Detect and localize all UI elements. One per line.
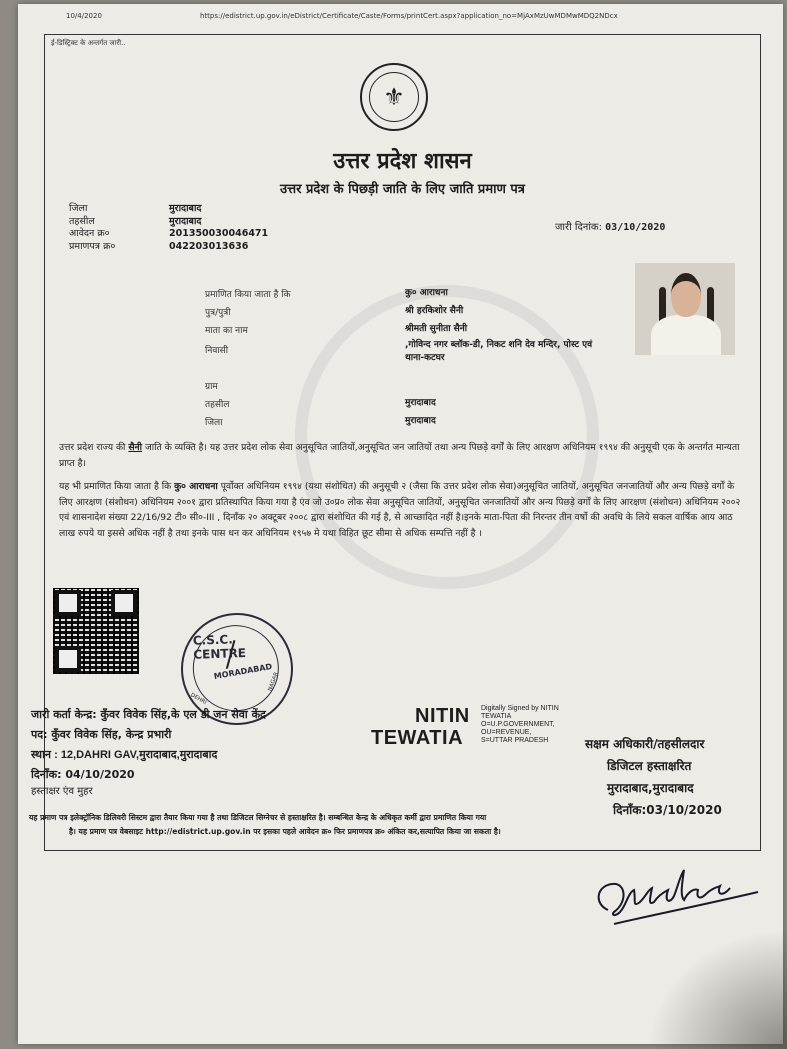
edistrict-label: ई-डिस्ट्रिक्ट के अन्तर्गत जारी..	[51, 39, 126, 47]
meta-row: प्रमाणपत्र क्र० 042203013636	[69, 240, 249, 252]
certificate-paragraph-2: यह भी प्रमाणित किया जाता है कि कु० आराधना पूर्वोक्त अधिनियम १९९४ (यथा संशोधित) की अनुसूची २ (जैसा कि उत्तर प्रदेश लोक सेवा)अनुसूचित जातियों, अनुसूचित जनजातियों और अन्य पिछड़े वर्गों के लिए आरक्षण (संशोधन) अधिनियम २००१ द्वारा प्रतिस्थापित किया गया है एंव जो उ०प्र० लोक सेवा अनुसूचित जातियों, अनुसूचित जनजातियों और अन्य पिछड़े वर्गों के लिए आरक्षण (संशोधन) अधिनियम २००२ एवं शासनादेश संख्या 22/16/92 टी० सी०-III , दिनाँक २० अक्टूबर २००८ द्वारा संशोधित की गई है, से आच्छादित नहीं है।इनके माता-पिता की निरन्तर तीन वर्षो की अवधि के लिये सकल वार्षिक आय आठ लाख रुपये या इससे अधिक नहीं है तथा इनके पास धन कर अधिनियम १९५७ मे यथा विहित छूट सीमा से अधिक सम्पत्ति नहीं है ।	[59, 481, 741, 539]
issuer-center: जारी कर्ता केन्द्र: कुँवर विवेक सिंह,के एल डी जन सेवा केंद्र	[31, 708, 266, 721]
up-emblem-icon: ⚜	[360, 63, 428, 131]
print-url: https://edistrict.up.gov.in/eDistrict/Certificate/Caste/Forms/printCert.aspx?application_no=MjAxMzUwMDMwMDQ2NDcx	[200, 12, 618, 20]
certificate-frame: ई-डिस्ट्रिक्ट के अन्तर्गत जारी.. ⚜ उत्तर प्रदेश शासन उत्तर प्रदेश के पिछड़ी जाति के लिए जाति प्रमाण पत्र जिला मुरादाबाद तहसील मुरादाबाद आवेदन क्र० 201350030046471 प्रमाणपत्र क्र० 042203013636 जारी दिनांक: 03/10/2020 प्रमाणित किया जाता है कि कु० आराधना पुत्र/पुत्री श्री हरकिशोर सैनी माता का नाम श्रीमती सुनीता सैनी निवासी ,गोविन्द नगर ब्लॉक-डी, निकट शनि देव मन्दिर, पोस्ट एवं थाना-कटघर ग्राम तहसील मुरादाबाद जिला मुरादाबाद उत्तर प्रदेश राज्य की सैनी जाति के व्यक्ति है। यह उत्तर प्रदेश लोक सेवा अनुसूचित जातियों,अनुसूचित जन जातियों तथा अन्य पिछड़े वर्गों के लिए आरक्षण अधिनियम १९९४ की अनुसूची एक के अन्तर्गत मान्यता प्राप्त है। यह भी प्रमाणित किया जाता है कि कु० आराधना पूर्वोक्त अधिनियम १९९४ (यथा संशोधित) की अनुसूची २ (जैसा कि उत्तर प्रदेश लोक सेवा)अनुसूचित जातियों, अनुसूचित जनजातियों और अन्य पिछड़े वर्गों के लिए आरक्षण (संशोधन) अधिनियम २००१ द्वारा प्रतिस्थापित किया गया है एंव जो उ०प्र० लोक सेवा अनुसूचित जातियों, अनुसूचित जनजातियों और अन्य पिछड़े वर्गों के लिए आरक्षण (संशोधन) अधिनियम २००२ एवं शासनादेश संख्या 22/16/92 टी० सी०-III , दिनाँक २० अक्टूबर २००८ द्वारा संशोधित की गई है, से आच्छादित नहीं है।इनके माता-पिता की निरन्तर तीन वर्षो की अवधि के लिये सकल वार्षिक आय आठ लाख रुपये या इससे अधिक नहीं है तथा इनके पास धन कर अधिनियम १९५७ मे यथा विहित छूट सीमा से अधिक सम्पत्ति नहीं है । C.S.C. CENTRE MORADABAD DEHRI NAGAR जारी कर्ता केन्द्र: कुँवर विवेक सिंह,के एल डी जन सेवा केंद्र पद: कुँवर विवेक सिंह, केन्द्र प्रभारी स्थान : 12,DAHRI GAV,मुरादाबाद,मुरादाबाद दिनाँक: 04/10/2020 हस्ताक्षर एंव मुहर NITIN Digitally Signed by NITIN TEWATIA O=U.P.GOVERNMENT, OU=REVENUE, S=UTTAR PRADESH TEWATIA सक्षम अधिकारी/तहसीलदार डिजिटल हस्ताक्षरित मुरादाबाद,मुरादाबाद दिनाँक:03/10/2020 यह प्रमाण पत्र इलेक्ट्रॉनिक डिलिवरी सिस्टम द्वारा तैयार किया गया है तथा डिजिटल सिग्नेचर से हस्ताक्षरित है। सम्बन्धित केन्द्र के अधिकृत कर्मी द्वारा प्रमाणित किया गया है। यह प्रमाण पत्र वेबसाइट http://edistrict.up.gov.in पर इसका पहले आवेदन क्र० फिर प्रमाणपत्र क्र० अंकित कर,सत्यापित किया जा सकता है।	[44, 34, 761, 851]
issuer-sign-label: हस्ताक्षर एंव मुहर	[31, 786, 93, 797]
authority-block: सक्षम अधिकारी/तहसीलदार डिजिटल हस्ताक्षरित मुरादाबाद,मुरादाबाद दिनाँक:03/10/2020	[585, 737, 722, 817]
footer-note: यह प्रमाण पत्र इलेक्ट्रॉनिक डिलिवरी सिस्टम द्वारा तैयार किया गया है तथा डिजिटल सिग्नेचर से हस्ताक्षरित है। सम्बन्धित केन्द्र के अधिकृत कर्मी द्वारा प्रमाणित किया गया है। यह प्रमाण पत्र वेबसाइट http://edistrict.up.gov.in पर इसका पहले आवेदन क्र० फिर प्रमाणपत्र क्र० अंकित कर,सत्यापित किया जा सकता है।	[29, 813, 501, 836]
certificate-subtitle: उत्तर प्रदेश के पिछड़ी जाति के लिए जाति प्रमाण पत्र	[280, 182, 525, 197]
meta-row: तहसील मुरादाबाद	[69, 215, 202, 227]
qr-code	[53, 588, 139, 674]
certificate-paragraph-1: उत्तर प्रदेश राज्य की सैनी जाति के व्यक्ति है। यह उत्तर प्रदेश लोक सेवा अनुसूचित जातियों,अनुसूचित जन जातियों तथा अन्य पिछड़े वर्गों के लिए आरक्षण अधिनियम १९९४ की अनुसूची एक के अन्तर्गत मान्यता प्राप्त है।	[59, 442, 740, 469]
handwritten-signature	[588, 866, 773, 936]
issuer-date: दिनाँक: 04/10/2020	[31, 768, 135, 781]
csc-seal: C.S.C. CENTRE MORADABAD DEHRI NAGAR	[172, 604, 302, 734]
meta-row: आवेदन क्र० 201350030046471	[69, 228, 269, 239]
meta-block	[69, 203, 268, 253]
meta-row: जिला मुरादाबाद	[69, 203, 202, 214]
issuer-post: पद: कुँवर विवेक सिंह, केन्द्र प्रभारी	[31, 728, 172, 741]
certificate-paper	[18, 4, 783, 1044]
issuer-place: स्थान : 12,DAHRI GAV,मुरादाबाद,मुरादाबाद	[31, 749, 218, 761]
issuer-block	[31, 705, 266, 799]
print-date: 10/4/2020	[66, 12, 102, 20]
page-shadow	[647, 929, 787, 1049]
applicant-photo	[635, 263, 735, 355]
issue-date: जारी दिनांक: 03/10/2020	[555, 222, 666, 233]
page-title: उत्तर प्रदेश शासन	[333, 148, 472, 174]
